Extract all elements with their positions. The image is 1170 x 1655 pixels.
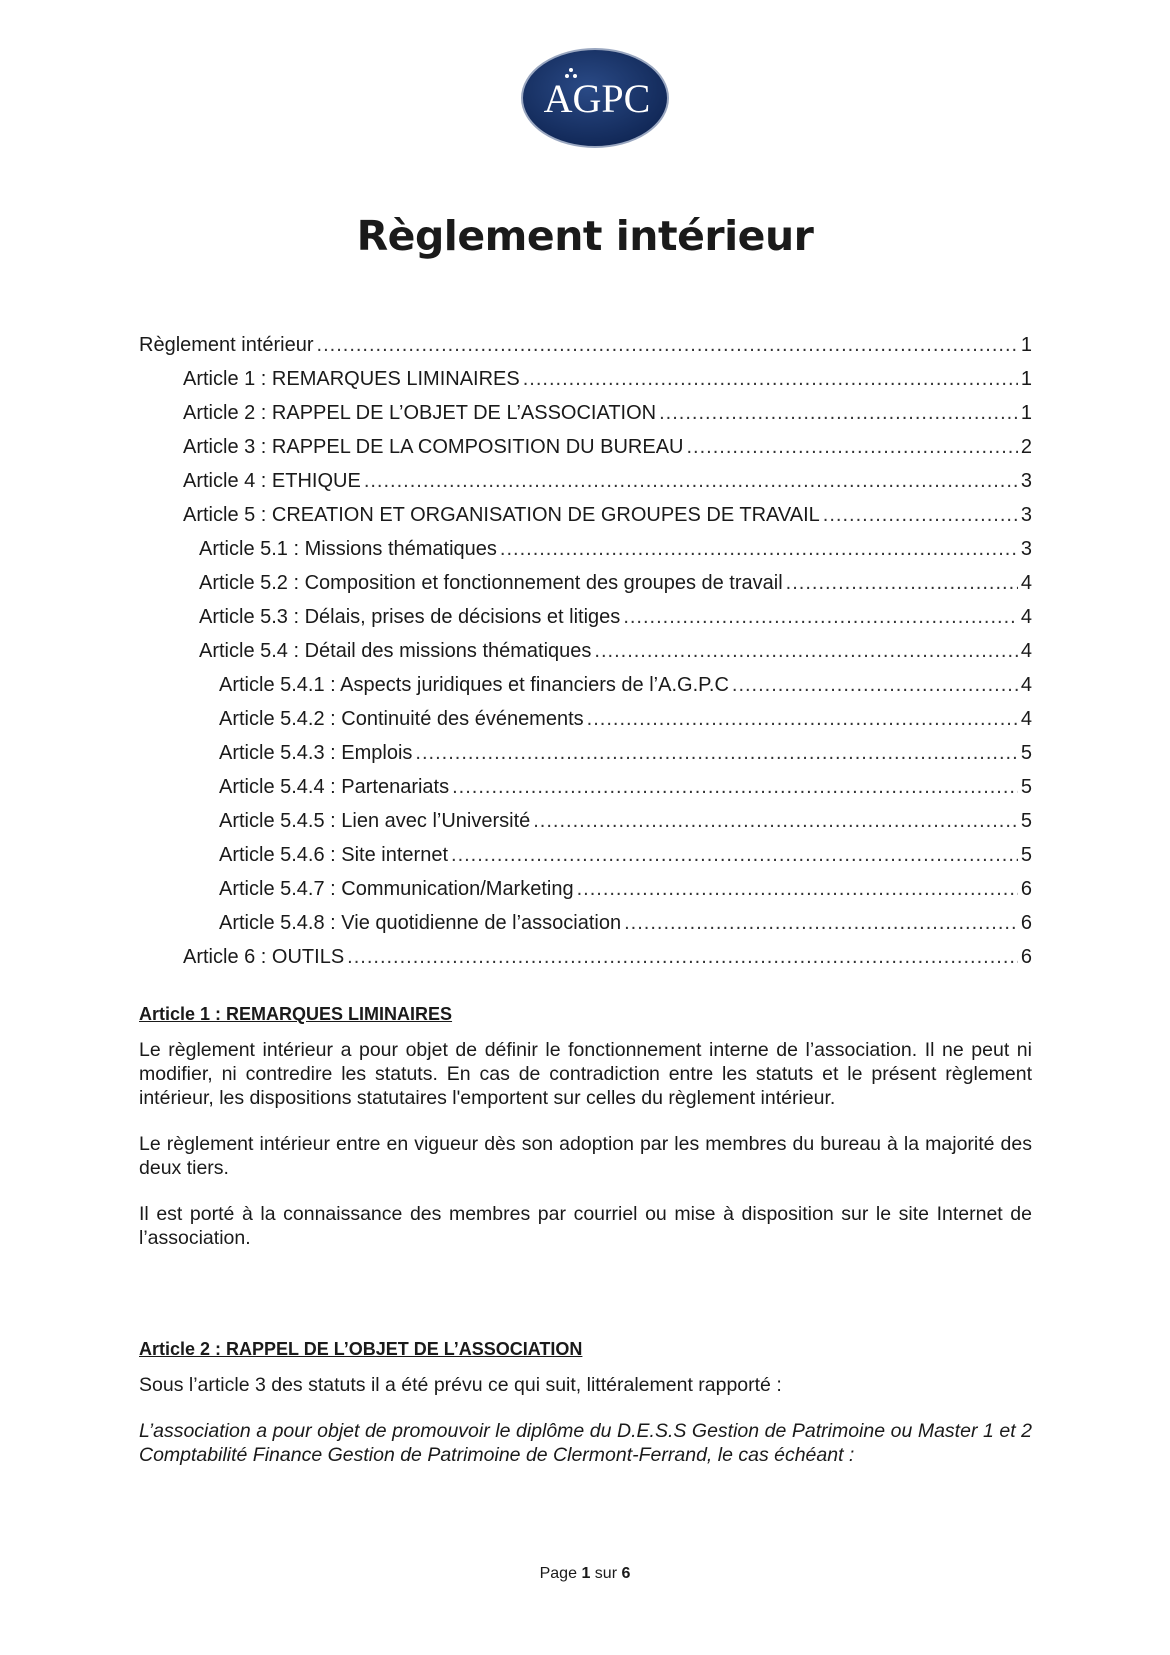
toc-entry[interactable]	[139, 572, 1032, 606]
toc-entry-page: 4	[1020, 572, 1032, 594]
toc-entry-page: 4	[1020, 606, 1032, 628]
article-2-paragraph-1: Sous l’article 3 des statuts il a été prévu ce qui suit, littéralement rapporté :	[139, 1374, 782, 1396]
toc-dot-leader	[500, 538, 1018, 561]
toc-entry-label: Article 2 : RAPPEL DE L’OBJET DE L’ASSOCIATION	[183, 402, 657, 424]
toc-entry-label: Article 5.2 : Composition et fonctionnement des groupes de travail	[199, 572, 783, 594]
toc-entry-label: Article 4 : ETHIQUE	[183, 470, 361, 492]
page-title: Règlement intérieur	[356, 212, 814, 260]
toc-entry[interactable]	[139, 606, 1032, 640]
toc-entry-label: Article 5.4 : Détail des missions thématiques	[199, 640, 592, 662]
toc-entry-page: 3	[1020, 470, 1032, 492]
toc-entry-label: Article 5.4.1 : Aspects juridiques et financiers de l’A.G.P.C	[219, 674, 729, 696]
toc-entry[interactable]	[139, 368, 1032, 402]
toc-entry-label: Article 3 : RAPPEL DE LA COMPOSITION DU BUREAU	[183, 436, 684, 458]
toc-entry-label: Article 5.4.5 : Lien avec l’Université	[219, 810, 531, 832]
toc-entry-label: Article 5 : CREATION ET ORGANISATION DE GROUPES DE TRAVAIL	[183, 504, 820, 526]
toc-entry[interactable]	[139, 640, 1032, 674]
toc-dot-leader	[624, 912, 1018, 935]
toc-entry[interactable]	[139, 810, 1032, 844]
page-footer	[0, 1565, 1170, 1583]
agpc-logo	[519, 46, 671, 150]
toc-entry-label: Article 5.1 : Missions thématiques	[199, 538, 497, 560]
svg-text:AGPC: AGPC	[543, 76, 651, 121]
toc-entry-page: 5	[1020, 810, 1032, 832]
toc-entry[interactable]	[139, 878, 1032, 912]
toc-entry-page: 6	[1020, 946, 1032, 968]
toc-entry-label: Règlement intérieur	[139, 334, 314, 356]
toc-entry-page: 4	[1020, 640, 1032, 662]
toc-entry[interactable]	[139, 504, 1032, 538]
toc-dot-leader	[623, 606, 1018, 629]
toc-dot-leader	[594, 640, 1017, 663]
toc-entry[interactable]	[139, 436, 1032, 470]
article-2-quote: L’association a pour objet de promouvoir le diplôme du D.E.S.S Gestion de Patrimoine ou Master 1 et 2 Comptabilité Finance Gestion de Patrimoine de Clermont-Ferrand, le cas échéant :	[139, 1420, 1032, 1466]
toc-dot-leader	[732, 674, 1018, 697]
toc-dot-leader	[452, 776, 1018, 799]
toc-entry-page: 5	[1020, 742, 1032, 764]
toc-dot-leader	[533, 810, 1018, 833]
toc-entry-label: Article 5.4.2 : Continuité des événements	[219, 708, 584, 730]
toc-entry[interactable]	[139, 708, 1032, 742]
toc-entry[interactable]	[139, 912, 1032, 946]
toc-dot-leader	[587, 708, 1018, 731]
toc-entry-page: 4	[1020, 674, 1032, 696]
toc-entry-page: 3	[1020, 538, 1032, 560]
article-1-paragraph-2: Le règlement intérieur entre en vigueur dès son adoption par les membres du bureau à la majorité des deux tiers.	[139, 1133, 1032, 1179]
toc-dot-leader	[577, 878, 1018, 901]
toc-dot-leader	[786, 572, 1018, 595]
toc-entry-label: Article 5.4.8 : Vie quotidienne de l’association	[219, 912, 622, 934]
toc-entry[interactable]	[139, 470, 1032, 504]
toc-dot-leader	[415, 742, 1017, 765]
article-1-paragraph-1: Le règlement intérieur a pour objet de définir le fonctionnement interne de l’association. Il ne peut ni modifier, ni contredire les statuts. En cas de contradiction entre les statuts et le présent règlement intérieur, les dispositions statutaires l'emportent sur celles du règlement intérieur.	[139, 1039, 1032, 1109]
footer-total-pages: 6	[621, 1565, 631, 1582]
toc-entry[interactable]	[139, 538, 1032, 572]
article-2-section	[139, 1337, 1032, 1467]
article-2-heading: Article 2 : RAPPEL DE L’OBJET DE L’ASSOCIATION	[139, 1339, 583, 1359]
toc-dot-leader	[364, 470, 1018, 493]
toc-entry-page: 1	[1020, 368, 1032, 390]
toc-dot-leader	[823, 504, 1018, 527]
toc-entry-page: 1	[1020, 334, 1032, 356]
toc-entry-label: Article 5.4.3 : Emplois	[219, 742, 413, 764]
toc-entry[interactable]	[139, 776, 1032, 810]
toc-entry[interactable]	[139, 742, 1032, 776]
toc-dot-leader	[451, 844, 1018, 867]
toc-entry[interactable]	[139, 334, 1032, 368]
toc-entry-page: 3	[1020, 504, 1032, 526]
footer-separator: sur	[594, 1565, 618, 1582]
toc-entry[interactable]	[139, 844, 1032, 878]
toc-entry-label: Article 5.3 : Délais, prises de décisions et litiges	[199, 606, 621, 628]
article-1-heading: Article 1 : REMARQUES LIMINAIRES	[139, 1004, 453, 1024]
toc-entry[interactable]	[139, 674, 1032, 708]
toc-dot-leader	[523, 368, 1018, 391]
toc-dot-leader	[687, 436, 1018, 459]
article-1-section	[139, 1002, 1032, 1250]
toc-entry-label: Article 5.4.4 : Partenariats	[219, 776, 450, 798]
article-1-paragraph-3: Il est porté à la connaissance des membres par courriel ou mise à disposition sur le site Internet de l’association.	[139, 1203, 1032, 1249]
toc-entry-label: Article 5.4.6 : Site internet	[219, 844, 449, 866]
toc-entry-page: 1	[1020, 402, 1032, 424]
toc-dot-leader	[317, 334, 1018, 357]
footer-current-page: 1	[581, 1565, 591, 1582]
toc-entry[interactable]	[139, 402, 1032, 436]
toc-entry-label: Article 1 : REMARQUES LIMINAIRES	[183, 368, 520, 390]
toc-dot-leader	[659, 402, 1018, 425]
table-of-contents	[139, 334, 1032, 980]
toc-entry-label: Article 5.4.7 : Communication/Marketing	[219, 878, 574, 900]
toc-entry-page: 6	[1020, 912, 1032, 934]
footer-page-prefix: Page	[539, 1565, 577, 1582]
toc-entry-page: 5	[1020, 844, 1032, 866]
toc-entry-label: Article 6 : OUTILS	[183, 946, 345, 968]
toc-dot-leader	[347, 946, 1018, 969]
toc-entry-page: 4	[1020, 708, 1032, 730]
toc-entry[interactable]	[139, 946, 1032, 980]
toc-entry-page: 5	[1020, 776, 1032, 798]
toc-entry-page: 2	[1020, 436, 1032, 458]
toc-entry-page: 6	[1020, 878, 1032, 900]
